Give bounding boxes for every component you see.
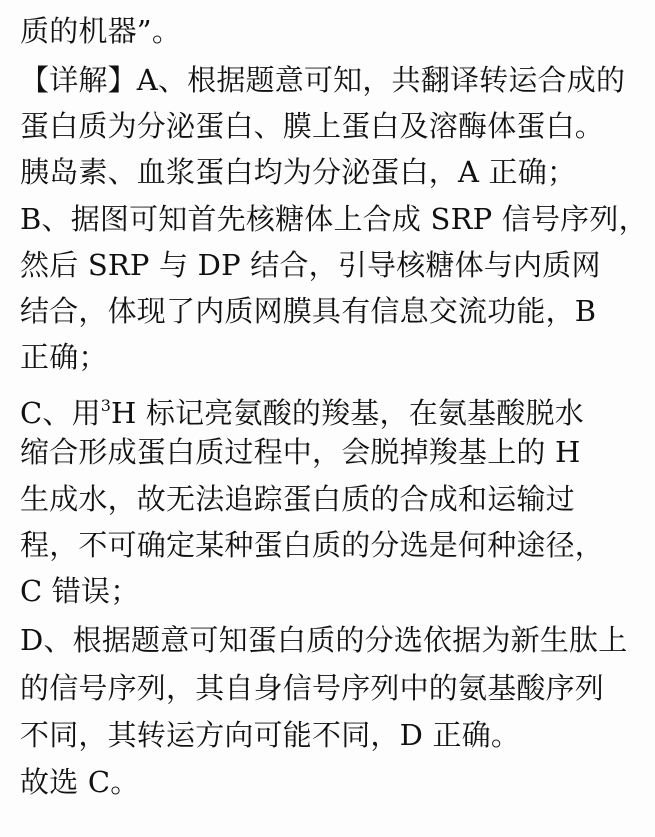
text-line-17: 故选 C。 — [20, 765, 140, 799]
text-line-15: 的信号序列，其自身信号序列中的氨基酸序列 — [20, 671, 605, 705]
text-line-3: 蛋白质为分泌蛋白、膜上蛋白及溶酶体蛋白。 — [20, 109, 605, 143]
text-line-5: B、据图可知首先核糖体上合成 SRP 信号序列， — [20, 202, 648, 236]
text-line-9-suffix: H 标记亮氨酸的羧基，在氨基酸脱水 — [110, 396, 584, 430]
text-line-12: 程，不可确定某种蛋白质的分选是何种途径， — [20, 528, 605, 562]
text-line-16: 不同，其转运方向可能不同，D 正确。 — [20, 718, 521, 752]
text-line-1: 质的机器”。 — [20, 14, 182, 48]
text-line-10: 缩合形成蛋白质过程中，会脱掉羧基上的 H — [20, 435, 581, 469]
superscript-3: 3 — [100, 396, 111, 415]
text-line-8: 正确； — [20, 340, 108, 374]
text-line-11: 生成水，故无法追踪蛋白质的合成和运输过 — [20, 482, 575, 516]
text-line-9-prefix: C、用 — [20, 396, 101, 430]
text-line-4: 胰岛素、血浆蛋白均为分泌蛋白，A 正确； — [20, 155, 577, 189]
text-line-6: 然后 SRP 与 DP 结合，引导核糖体与内质网 — [20, 248, 601, 282]
text-line-9 — [20, 387, 645, 432]
text-line-13: C 错误； — [20, 574, 140, 608]
text-line-14: D、根据题意可知蛋白质的分选依据为新生肽上 — [20, 623, 628, 657]
text-line-7: 结合，体现了内质网膜具有信息交流功能，B — [20, 294, 597, 328]
text-line-2: 【详解】A、根据题意可知，共翻译转运合成的 — [20, 63, 626, 97]
